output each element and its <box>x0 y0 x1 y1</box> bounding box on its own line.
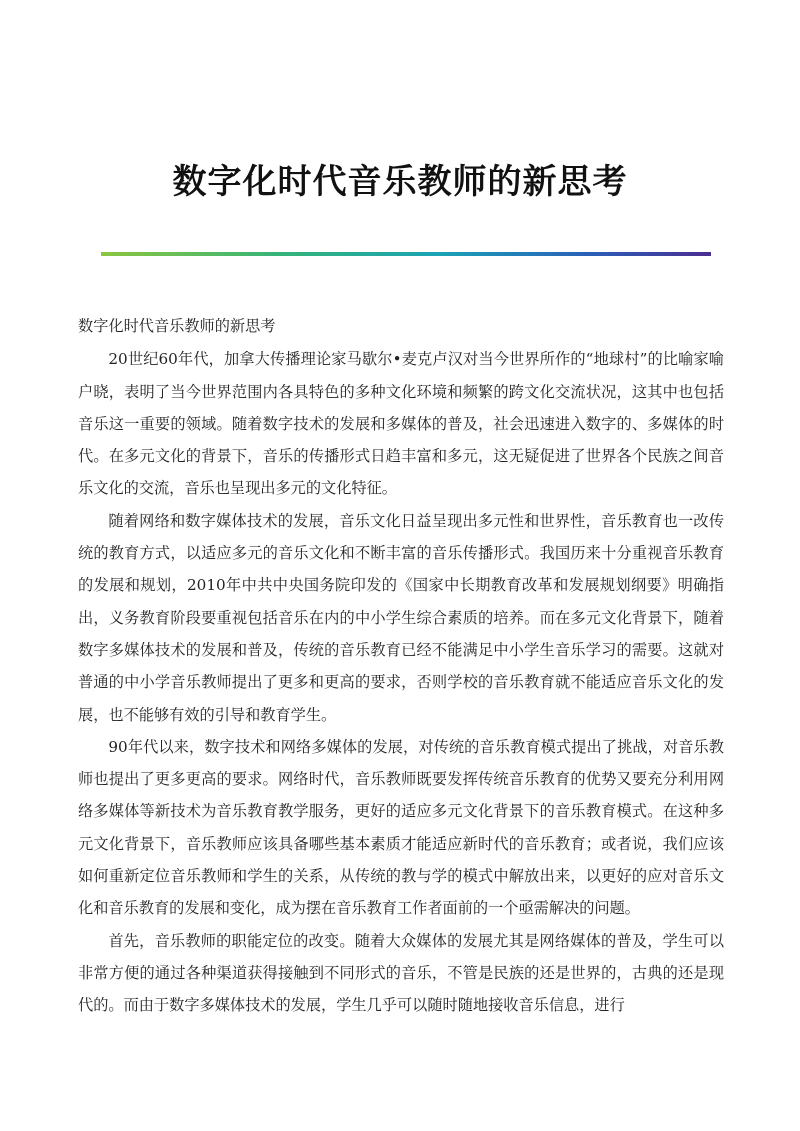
title-divider <box>101 252 711 256</box>
paragraph: 90年代以来，数字技术和网络多媒体的发展，对传统的音乐教育模式提出了挑战，对音乐教师也提出了更多更高的要求。网络时代，音乐教师既要发挥传统音乐教育的优势又要充分利用网络多媒体等新技术为音乐教育教学服务，更好的适应多元文化背景下的音乐教育模式。在这种多元文化背景下，音乐教师应该具备哪些基本素质才能适应新时代的音乐教育；或者说，我们应该如何重新定位音乐教师和学生的关系，从传统的教与学的模式中解放出来，以更好的应对音乐文化和音乐教育的发展和变化，成为摆在音乐教育工作者面前的一个亟需解决的问题。 <box>78 737 724 918</box>
paragraph: 首先，音乐教师的职能定位的改变。随着大众媒体的发展尤其是网络媒体的普及，学生可以非常方便的通过各种渠道获得接触到不同形式的音乐，不管是民族的还是世界的，古典的还是现代的。而由于数字多媒体技术的发展，学生几乎可以随时随地接收音乐信息，进行 <box>78 931 724 1015</box>
paragraph: 随着网络和数字媒体技术的发展，音乐文化日益呈现出多元性和世界性，音乐教育也一改传统的教育方式，以适应多元的音乐文化和不断丰富的音乐传播形式。我国历来十分重视音乐教育的发展和规划，2010年中共中央国务院印发的《国家中长期教育改革和发展规划纲要》明确指出，义务教育阶段要重视包括音乐在内的中小学生综合素质的培养。而在多元文化背景下，随着数字多媒体技术的发展和普及，传统的音乐教育已经不能满足中小学生音乐学习的需要。这就对普通的中小学音乐教师提出了更多和更高的要求，否则学校的音乐教育就不能适应音乐文化的发展，也不能够有效的引导和教育学生。 <box>78 511 724 724</box>
document-subtitle: 数字化时代音乐教师的新思考 <box>78 317 276 335</box>
document-title: 数字化时代音乐教师的新思考 <box>172 162 628 202</box>
paragraph: 20世纪60年代，加拿大传播理论家马歇尔•麦克卢汉对当今世界所作的“地球村”的比喻家喻户晓，表明了当今世界范围内各具特色的多种文化环境和频繁的跨文化交流状况，这其中也包括音乐这一重要的领域。随着数字技术的发展和多媒体的普及，社会迅速进入数字的、多媒体的时代。在多元文化的背景下，音乐的传播形式日趋丰富和多元，这无疑促进了世界各个民族之间音乐文化的交流，音乐也呈现出多元的文化特征。 <box>78 350 724 498</box>
document-body <box>78 310 724 1022</box>
